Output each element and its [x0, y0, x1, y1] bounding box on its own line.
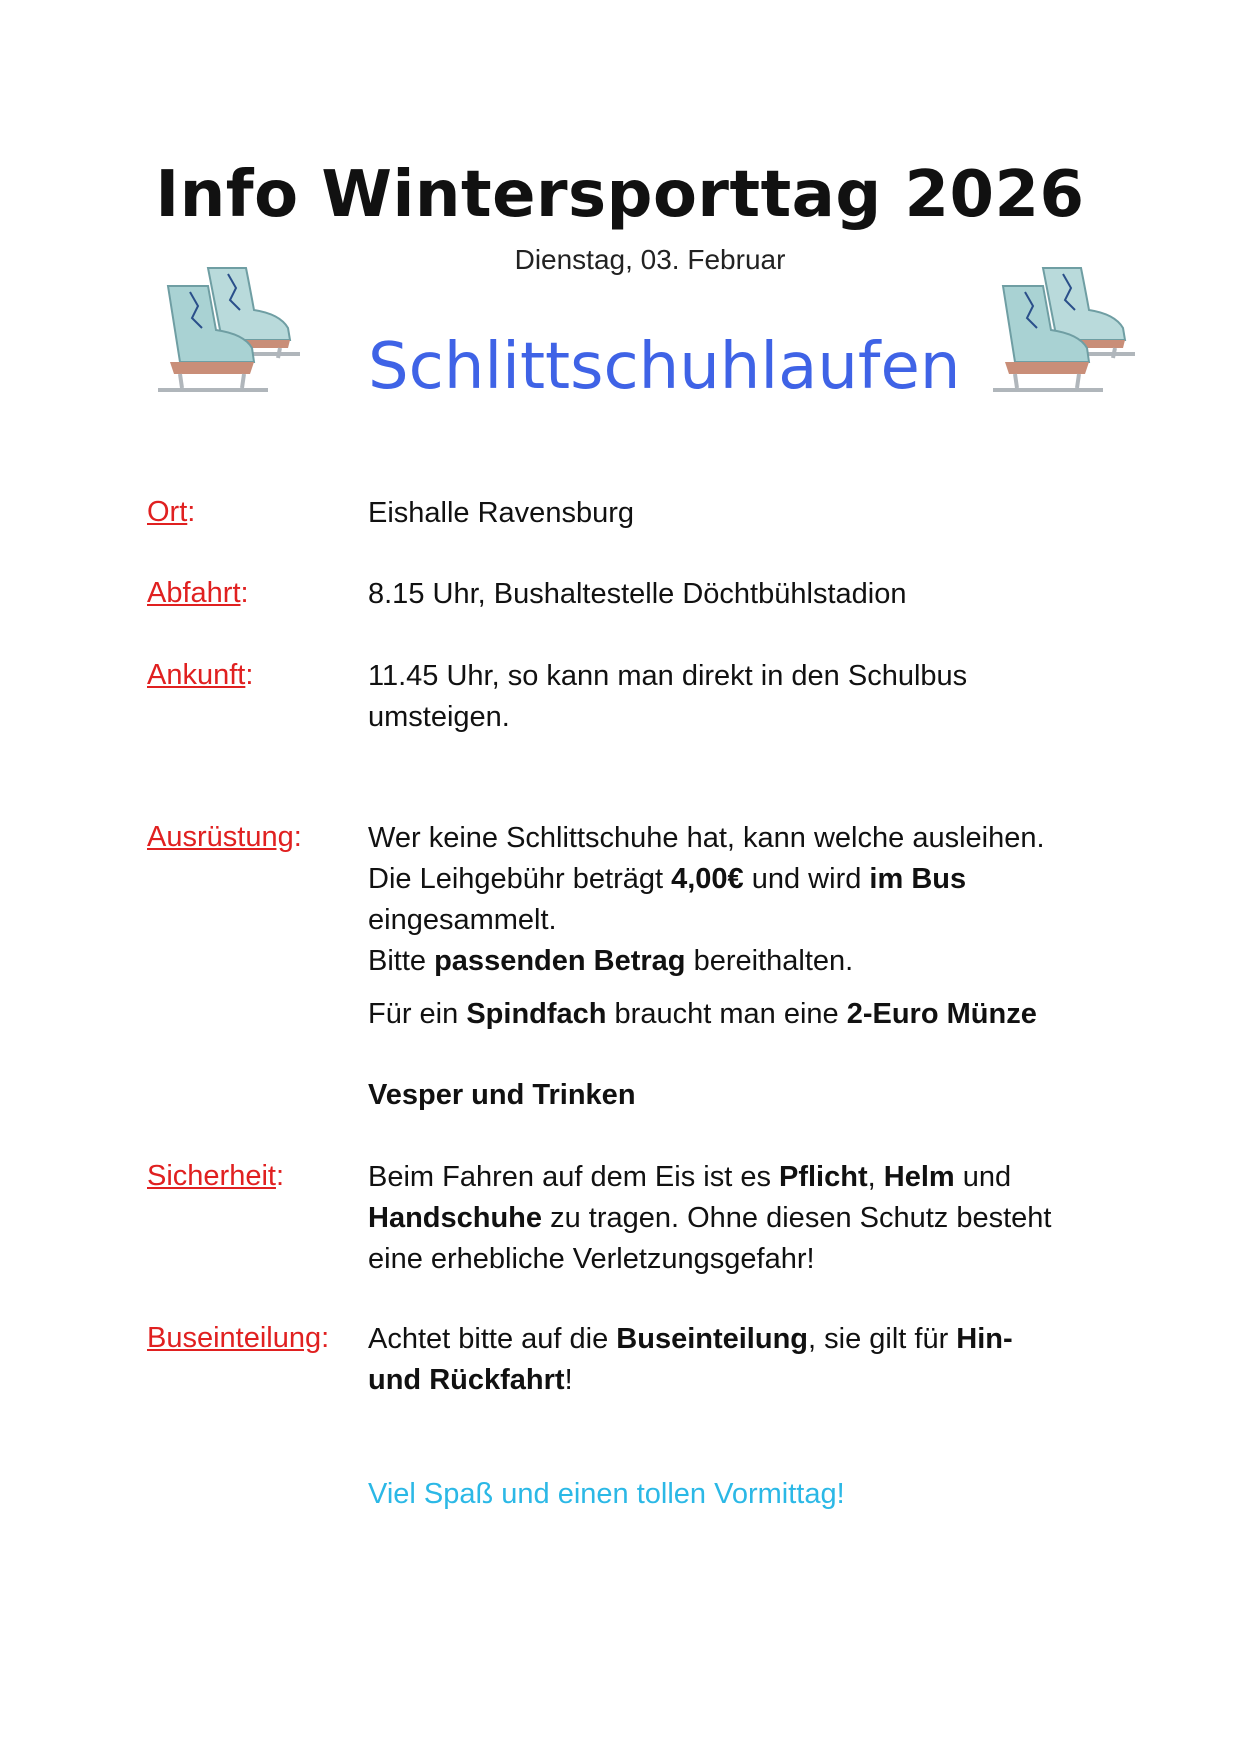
value-abfahrt: 8.15 Uhr, Bushaltestelle Döchtbühlstadion [368, 578, 907, 610]
ice-skates-icon [150, 248, 310, 408]
label-sicherheit: Sicherheit: [147, 1160, 285, 1192]
label-ort: Ort: [147, 496, 196, 528]
label-ankunft: Ankunft: [147, 659, 254, 691]
value-sicherheit: Beim Fahren auf dem Eis ist es Pflicht, Helm und Handschuhe zu tragen. Ohne diesen Schutz besteht eine erhebliche Verletzungsgefahr! [368, 1161, 1052, 1275]
value-ankunft: 11.45 Uhr, so kann man direkt in den Schulbus umsteigen. [368, 660, 968, 733]
value-buseinteilung: Achtet bitte auf die Buseinteilung, sie gilt für Hin- und Rückfahrt! [368, 1323, 1013, 1396]
value-ort: Eishalle Ravensburg [368, 497, 634, 529]
closing-message: Viel Spaß und einen tollen Vormittag! [368, 1478, 845, 1510]
label-buseinteilung: Buseinteilung: [147, 1322, 330, 1354]
activity-title: Schlittschuhlaufen [368, 330, 961, 404]
page-title: Info Wintersporttag 2026 [155, 158, 1085, 232]
value-ausruestung: Wer keine Schlittschuhe hat, kann welche ausleihen. Die Leihgebühr beträgt 4,00€ und wird im Bus eingesammelt. Bitte passenden Betrag bereithalten. Für ein Spindfach braucht man eine 2-Euro Münze Vesper und Trinken [368, 822, 1045, 1111]
ice-skates-icon [985, 248, 1145, 408]
label-ausruestung: Ausrüstung: [147, 821, 302, 853]
label-abfahrt: Abfahrt: [147, 577, 249, 609]
event-date: Dienstag, 03. Februar [514, 244, 786, 275]
